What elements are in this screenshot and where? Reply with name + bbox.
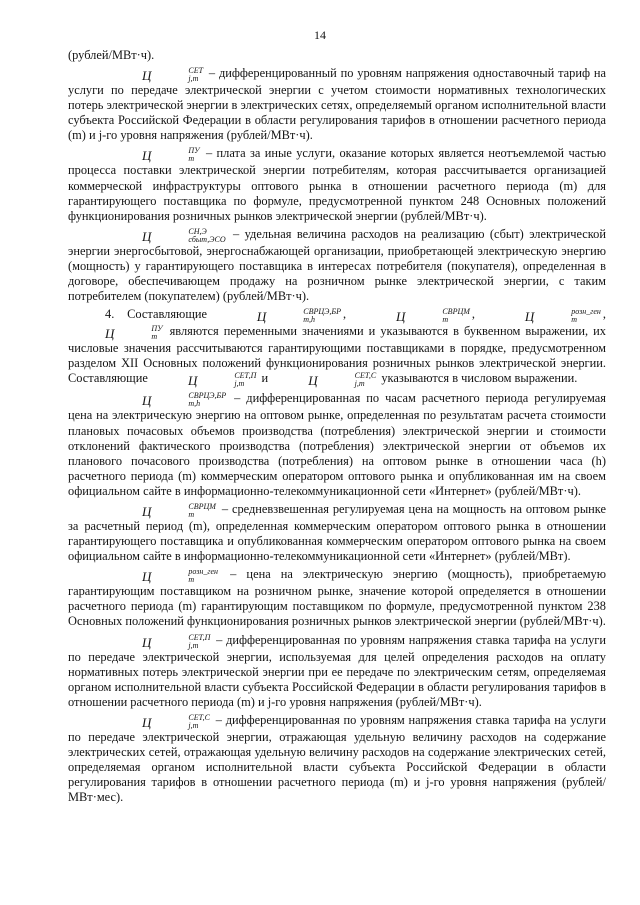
formula-symbol: Ц СВРЦЭ,БР m,h (142, 391, 227, 409)
paragraph-units-tail (68, 48, 606, 63)
paragraph-set-tariff (68, 66, 606, 143)
formula-symbol: Ц ПУ m (142, 146, 200, 164)
formula-symbol: Ц СН,Э сбыт,ЭСО (142, 226, 226, 244)
paragraph-text: 4. Составляющие (105, 307, 220, 322)
formula-symbol: Ц розн_ген m (524, 307, 601, 325)
document-body (68, 48, 606, 805)
formula-symbol: Ц СВРЦМ m (142, 501, 216, 519)
formula-symbol: Ц СЕТ,С j,m (142, 712, 210, 730)
formula-symbol: Ц СВРЦМ m (395, 307, 470, 325)
formula-symbol: Ц розн_ген m (142, 567, 219, 585)
paragraph-text: – дифференцированная по часам расчетного периода регулируемая цена на электрическую энергию на оптовом рынке, определенная по результатам расчета стоимости плановых почасовых объемов производства (потребления) электрической энергии и стоимости отклонений фактического производства (потребления) электрической энергии от объемов их планового почасового производства (потребления) на оптовом рынке в отношении часа (h) расчетного периода (m) коммерческим оператором оптового рынка и опубликованная им на своем официальном сайте в информационно-телекоммуникационной сети «Интернет» (рублей/МВт·ч). (68, 391, 606, 498)
paragraph-setc-rate (68, 713, 606, 805)
paragraph-text: (рублей/МВт·ч). (68, 48, 155, 62)
formula-symbol: Ц СЕТ,С j,m (308, 371, 377, 389)
page-number: 14 (314, 28, 326, 42)
paragraph-text: – дифференцированная по уровням напряжения ставка тарифа на услуги по передаче электрической энергии, используемая для целей определения расходов на оплату нормативных потерь электрической энергии при ее передаче по электрическим сетям, определяемая органом исполнительной власти субъекта Российской Федерации в области регулирования тарифов в отношении расчетного периода (m) и j-го уровня напряжения (рублей/МВт·ч). (68, 632, 606, 709)
formula-symbol: Ц СЕТ,П j,m (187, 371, 257, 389)
paragraph-sbyt-costs (68, 227, 606, 304)
paragraph-text: указываются в числовом выражении. (378, 371, 578, 386)
formula-symbol: Ц СЕТ j,m (142, 66, 204, 84)
paragraph-pu-payment (68, 146, 606, 223)
formula-symbol: Ц СЕТ,П j,m (142, 632, 211, 650)
paragraph-svrcm-price (68, 502, 606, 564)
paragraph-svrcz-price (68, 391, 606, 499)
formula-symbol: Ц ПУ m (105, 324, 163, 342)
paragraph-text: – дифференцированный по уровням напряжения одноставочный тариф на услуги по передаче электрической энергии с учетом стоимости нормативных технологических потерь электрической энергии в электрических сетях, определяемый органом исполнительной власти субъекта Российской Федерации в области регулирования тарифов в отношении расчетного периода (m) и j-го уровня напряжения (рублей/МВт·ч). (68, 66, 606, 143)
paragraph-text: – цена на электрическую энергию (мощность), приобретаемую гарантирующим поставщиком на розничном рынке, значение которой определяется в отношении расчетного периода (m) гарантирующим поставщиком по формуле, предусмотренной пунктом 238 Основных положений функционирования розничных рынков электрической энергии (рублей/МВт·ч). (68, 567, 606, 629)
formula-symbol: Ц СВРЦЭ,БР m,h (256, 307, 341, 325)
paragraph-rozn-price (68, 567, 606, 629)
paragraph-text: – дифференцированная по уровням напряжения ставка тарифа на услуги по передаче электрической энергии, отражающая удельную величину расходов на содержание электрических сетей, отражающая удельную величину расходов на содержание электрических сетей, определяемая органом исполнительной власти субъекта Российской Федерации в области регулирования тарифов в отношении расчетного периода (m) и j-го уровня напряжения (рублей/МВт·мес). (68, 712, 606, 805)
paragraph-setp-rate (68, 633, 606, 710)
paragraph-text: являются переменными значениями и указываются в буквенном выражении, их числовые значения рассчитываются гарантирующими поставщиками в порядке, предусмотренном разделом XII Основных положений функционирования розничных рынков электрической энергии. Составляющие (68, 324, 606, 386)
paragraph-text: – удельная величина расходов на реализацию (сбыт) электрической энергии энергосбытовой, энергоснабжающей организации, приобретающей электрическую энергию (мощность) у гарантирующего поставщика в интересах потребителя (покупателя), определенная в договоре, обеспечивающем продажу на розничном рынке электрической энергии, с таким потребителем (покупателем) (рублей/МВт·ч). (68, 226, 606, 304)
paragraph-text: – средневзвешенная регулируемая цена на мощность на оптовом рынке за расчетный период (m), определенная коммерческим оператором оптового рынка в отношении гарантирующего поставщика и опубликованная коммерческим оператором оптового рынка на своем официальном сайте в информационно-телекоммуникационной сети «Интернет» (рублей/МВт). (68, 501, 606, 564)
paragraph-item-4: 4. Составляющие Ц СВРЦЭ,БР m,h , Ц СВРЦМ m , Ц розн_ген m , Ц ПУ m являются переменными значениями и указываются в буквенном выражении, их числовые значения рассчитываются гарантирующими поставщиками в порядке, предусмотренном разделом XII Основных положений функционирования розничных рынков электрической энергии. Составляющие Ц СЕТ,П j,m и Ц СЕТ,С j,m указываются в числовом выражении. (68, 307, 606, 389)
paragraph-text: – плата за иные услуги, оказание которых является неотъемлемой частью процесса поставки электрической энергии потребителям, которая рассчитывается организацией коммерческой инфраструктуры оптового рынка в отношении расчетного периода (m) для гарантирующего поставщика по формуле, предусмотренной пунктом 248 Основных положений функционирования розничных рынков электрической энергии (рублей/МВт·ч). (68, 146, 606, 223)
